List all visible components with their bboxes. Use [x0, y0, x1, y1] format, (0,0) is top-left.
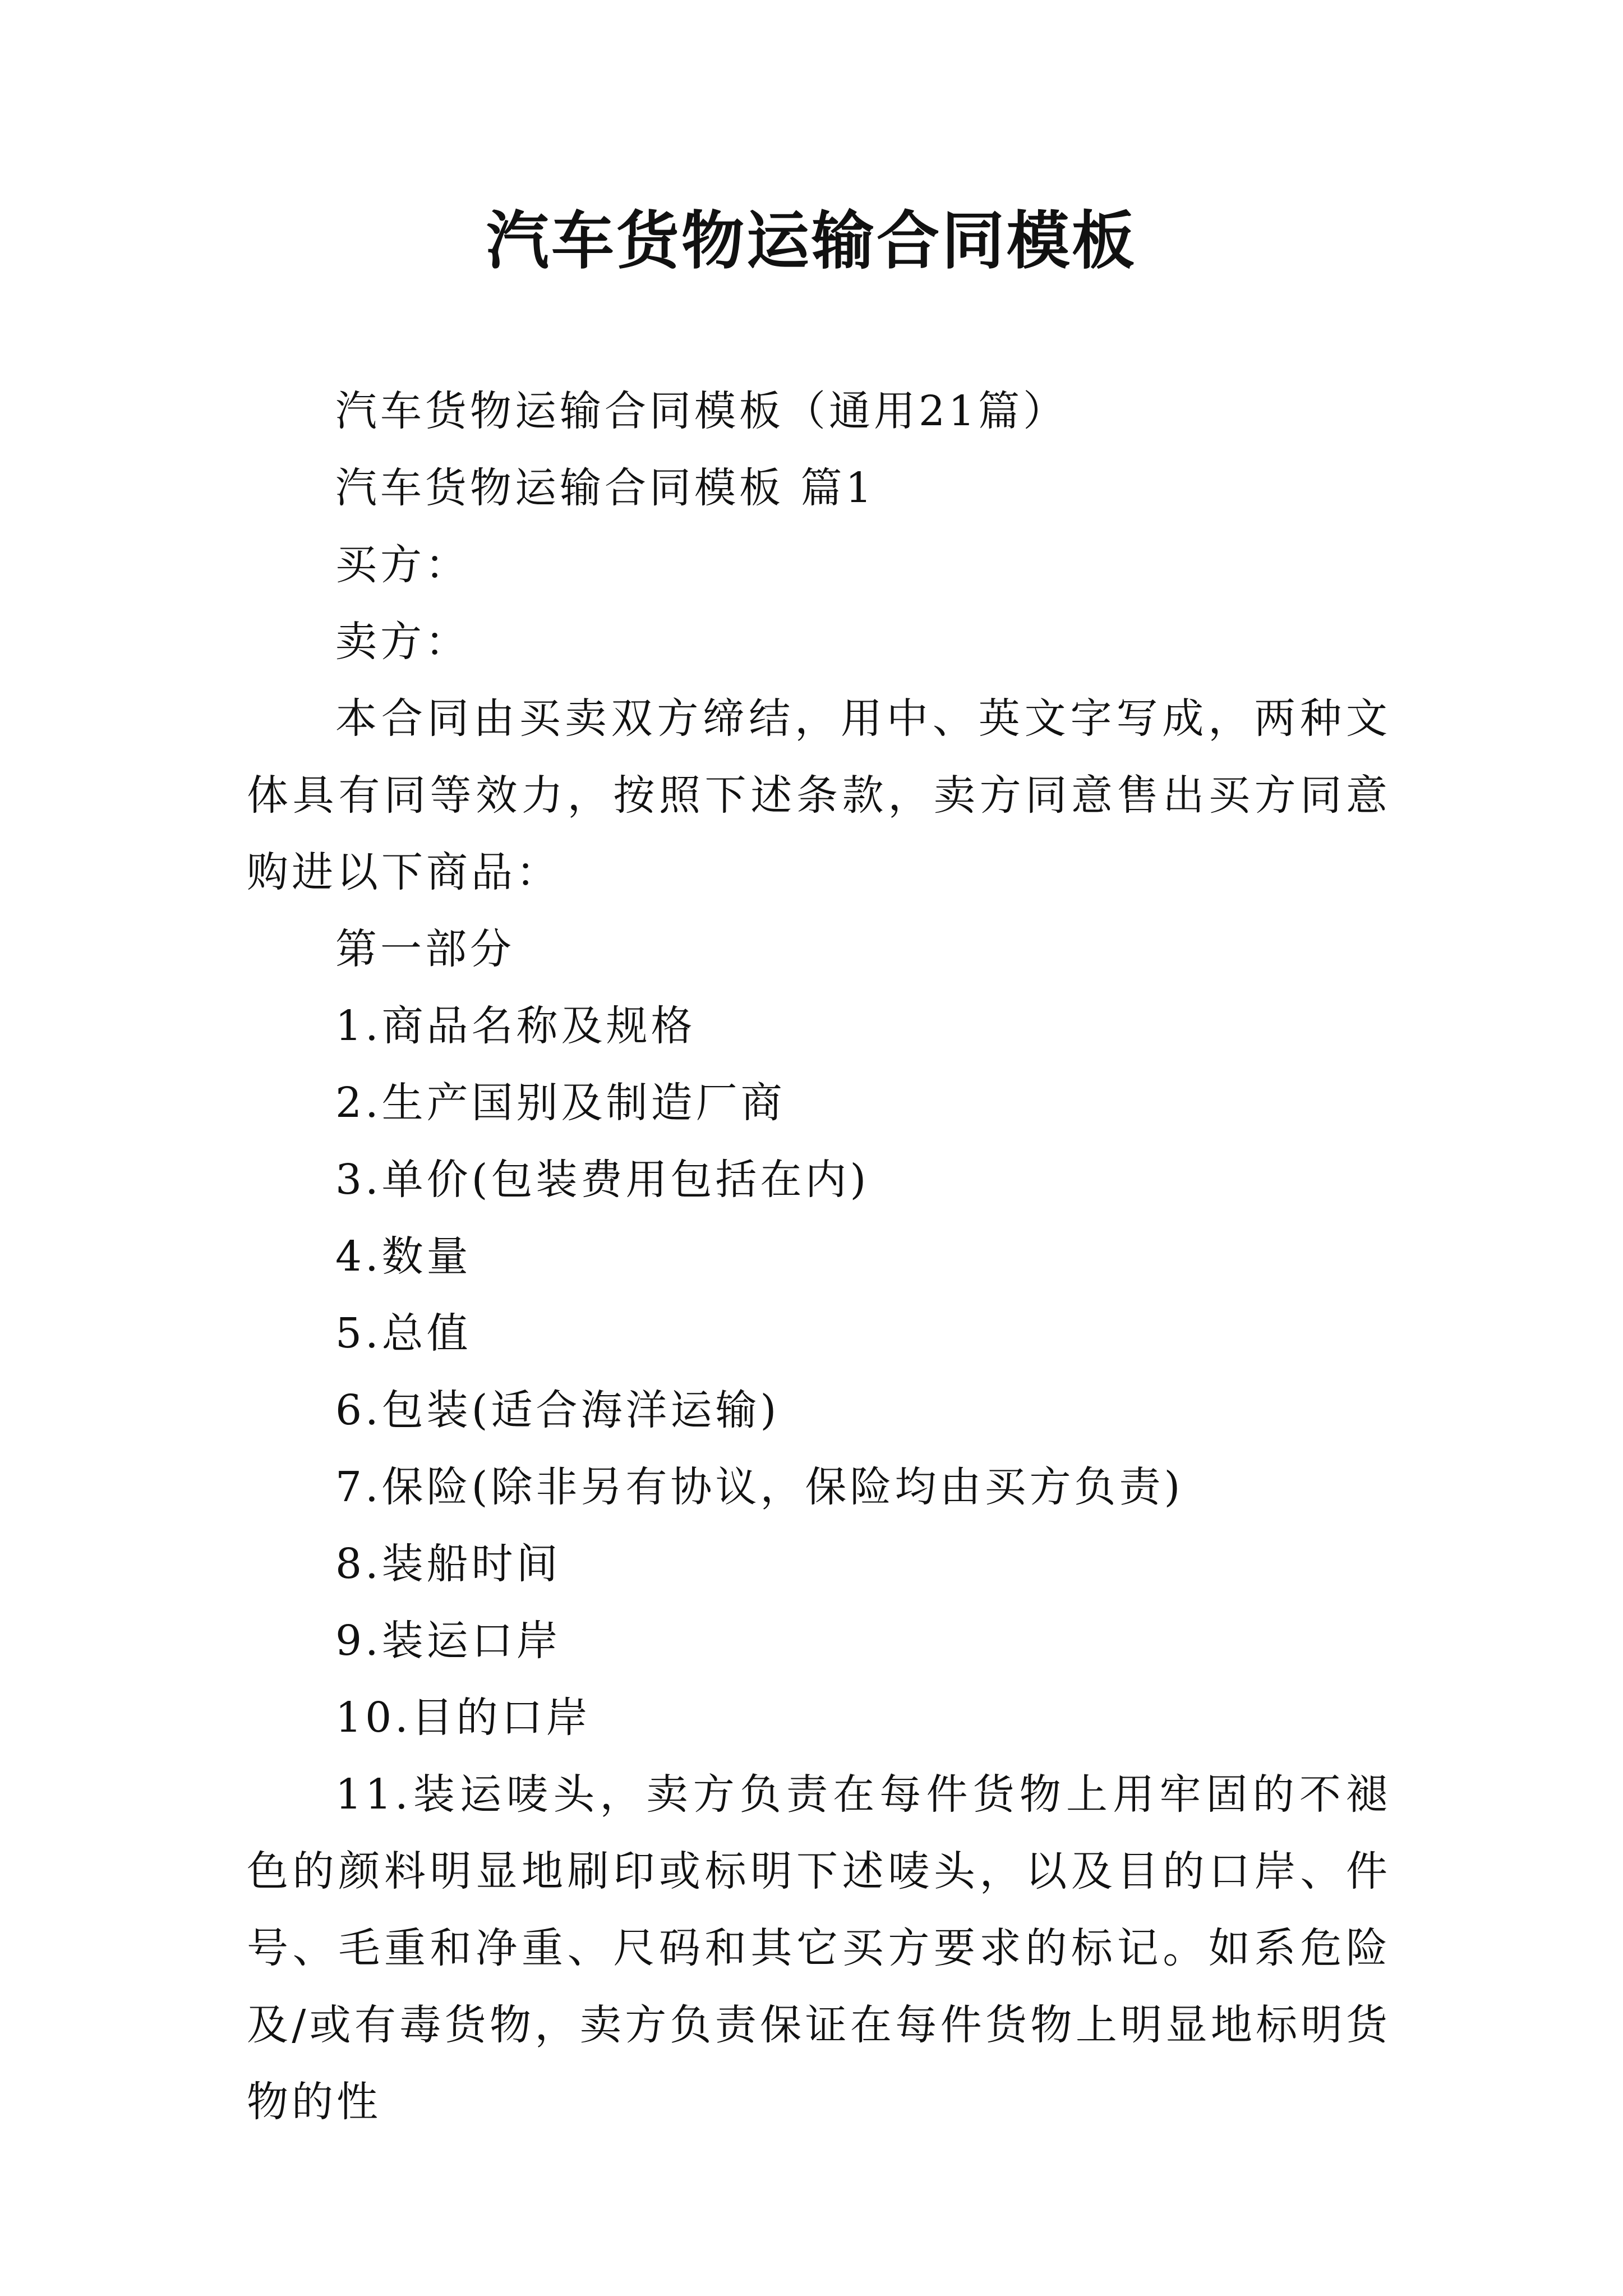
- clause-item: 2.生产国别及制造厂商: [335, 1079, 786, 1127]
- clause-item: 4.数量: [335, 1232, 472, 1281]
- section-heading: 汽车货物运输合同模板 篇1: [335, 464, 875, 512]
- subtitle-line: 汽车货物运输合同模板（通用21篇）: [335, 387, 1068, 435]
- intro-paragraph: 本合同由买卖双方缔结，用中、英文字写成，两种文体具有同等效力，按照下述条款，卖方同意售出买方同意购进以下商品：: [247, 694, 1391, 896]
- clause-item: 7.保险(除非另有协议，保险均由买方负责): [335, 1463, 1184, 1511]
- document-body: [247, 373, 1391, 2141]
- clause-item: 3.单价(包装费用包括在内): [335, 1156, 870, 1204]
- clause-item: 8.装船时间: [335, 1540, 561, 1588]
- buyer-line: 买方：: [335, 541, 470, 589]
- clause-item: 11.装运唛头，卖方负责在每件货物上用牢固的不褪色的颜料明显地刷印或标明下述唛头，以及目的口岸、件号、毛重和净重、尺码和其它买方要求的标记。如系危险及/或有毒货物，卖方负责保证在每件货物上明显地标明货物的性: [247, 1770, 1391, 2126]
- clause-item: 1.商品名称及规格: [335, 1002, 696, 1050]
- clause-item: 6.包装(适合海洋运输): [335, 1386, 780, 1434]
- part-heading: 第一部分: [335, 925, 515, 973]
- document-title: 汽车货物运输合同模板: [486, 204, 1137, 278]
- seller-line: 卖方：: [335, 618, 470, 666]
- clause-item: 9.装运口岸: [335, 1617, 561, 1665]
- clause-item: 10.目的口岸: [335, 1694, 591, 1742]
- clause-item: 5.总值: [335, 1309, 472, 1358]
